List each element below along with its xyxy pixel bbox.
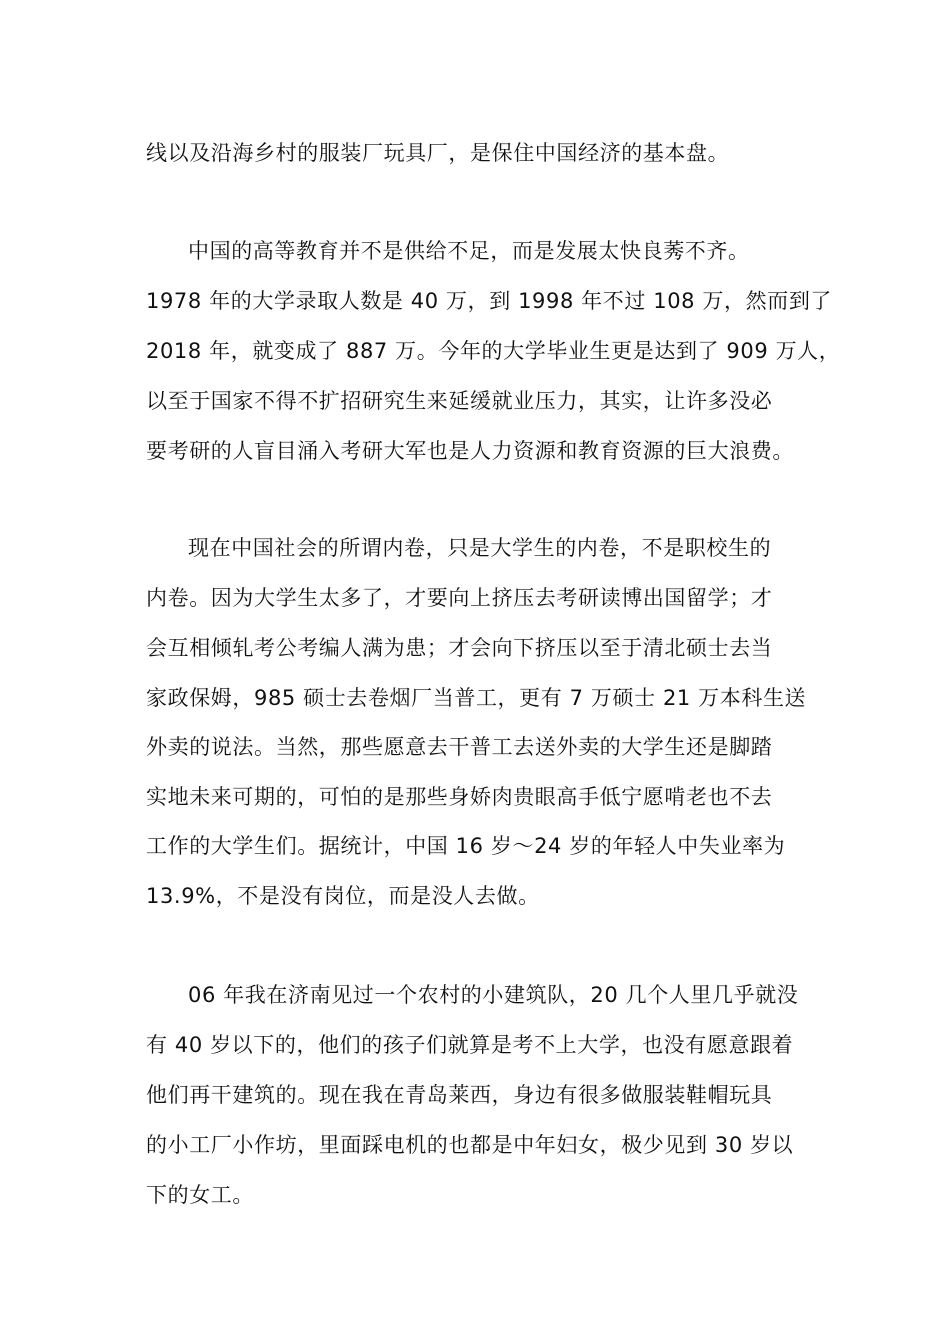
text-line: 有 40 岁以下的，他们的孩子们就算是考不上大学，也没有愿意跟着 <box>146 1033 794 1057</box>
text-line: 06 年我在济南见过一个农村的小建筑队，20 几个人里几乎就没 <box>188 983 799 1007</box>
text-line: 家政保姆，985 硕士去卷烟厂当普工，更有 7 万硕士 21 万本科生送 <box>146 686 807 710</box>
text-line: 中国的高等教育并不是供给不足，而是发展太快良莠不齐。 <box>188 239 750 263</box>
text-line: 内卷。因为大学生太多了，才要向上挤压去考研读博出国留学；才 <box>146 586 773 610</box>
text-line: 会互相倾轧考公考编人满为患；才会向下挤压以至于清北硕士去当 <box>146 636 773 660</box>
text-line: 2018 年，就变成了 887 万。今年的大学毕业生更是达到了 909 万人， <box>146 339 841 363</box>
text-line: 的小工厂小作坊，里面踩电机的也都是中年妇女，极少见到 30 岁以 <box>146 1133 794 1157</box>
text-line: 实地未来可期的，可怕的是那些身娇肉贵眼高手低宁愿啃老也不去 <box>146 785 773 809</box>
text-line: 工作的大学生们。据统计，中国 16 岁～24 岁的年轻人中失业率为 <box>146 834 786 858</box>
text-line: 外卖的说法。当然，那些愿意去干普工去送外卖的大学生还是脚踏 <box>146 735 773 759</box>
text-line: 要考研的人盲目涌入考研大军也是人力资源和教育资源的巨大浪费。 <box>146 439 794 463</box>
text-line: 以至于国家不得不扩招研究生来延缓就业压力，其实，让许多没必 <box>146 389 773 413</box>
text-line: 下的女工。 <box>146 1183 254 1207</box>
text-line: 线以及沿海乡村的服装厂玩具厂，是保住中国经济的基本盘。 <box>146 141 730 165</box>
text-line: 现在中国社会的所谓内卷，只是大学生的内卷，不是职校生的 <box>188 536 772 560</box>
text-line: 他们再干建筑的。现在我在青岛莱西，身边有很多做服装鞋帽玩具 <box>146 1083 773 1107</box>
text-line: 13.9%，不是没有岗位，而是没人去做。 <box>146 884 540 908</box>
text-line: 1978 年的大学录取人数是 40 万，到 1998 年不过 108 万，然而到了 <box>146 289 833 313</box>
